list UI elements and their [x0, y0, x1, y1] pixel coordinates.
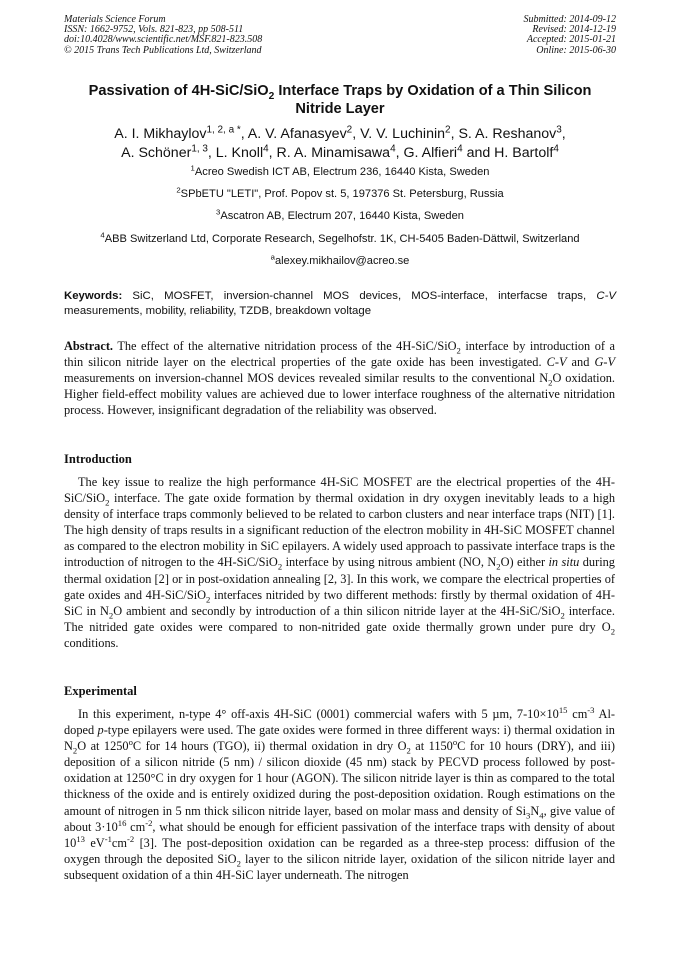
- affiliation-2: [54, 187, 626, 201]
- abstract: [64, 338, 615, 418]
- paragraph-text: interface by using nitrous ambient (NO, N: [282, 555, 497, 570]
- superscript: -1: [104, 833, 112, 844]
- superscript: -2: [127, 833, 135, 844]
- author-separator: ,: [561, 126, 566, 142]
- abstract-label: Abstract.: [64, 339, 114, 353]
- affiliation-mark: 2: [176, 185, 181, 195]
- affiliation-mark: 3: [216, 207, 221, 217]
- submitted-date: Submitted: 2014-09-12: [523, 14, 616, 25]
- copyright-line: © 2015 Trans Tech Publications Ltd, Switzerland: [64, 44, 262, 56]
- paragraph-text: interface. The gate oxide formation by thermal oxidation in dry oxygen inevitably leads to a high density of interface traps commonly believed to be related to carbon clusters and near interface traps (NIT) [1]. The high density of traps results in a significant reduction of the electron mobility in 4H-SiC MOSFET channel as compared to the electron mobility in SiC epilayers. A widely used approach to passivate interface traps is the introduction of nitrogen to the 4H-SiC/SiO: [64, 491, 615, 570]
- experimental-paragraph: [64, 706, 615, 883]
- italic-term: G-V: [594, 355, 616, 370]
- paragraph-text: O ambient and secondly by introduction of a thin silicon nitride layer at the 4H-SiC/SiO: [113, 603, 561, 618]
- journal-header: [64, 15, 262, 56]
- superscript: o: [452, 737, 458, 748]
- author-name: A. I. Mikhaylov: [114, 126, 207, 142]
- affiliation-text: ABB Switzerland Ltd, Corporate Research, Segelhofstr. 1K, CH-5405 Baden-Dättwil, Switzerland: [104, 233, 580, 245]
- introduction-paragraph: [64, 474, 615, 651]
- subscript: 2: [105, 497, 110, 508]
- paragraph-text: cm: [111, 835, 128, 850]
- affiliation-text: Ascatron AB, Electrum 207, 16440 Kista, Sweden: [220, 210, 464, 222]
- superscript: 15: [558, 704, 568, 715]
- paragraph-text: cm: [567, 707, 588, 721]
- paragraph-text: C for 10 hours (DRY), and iii) deposition of a silicon nitride (5 nm) / silicon dioxide (45 nm) stack by PECVD process followed by post-oxidation at 1250°C in dry oxygen for 1 hour (AGON). The silicon nitride layer is thin as compared to the total thickness of the oxide and is entirely oxidized during the post-deposition oxidation. Rough estimations on the amount of nitrogen in 5 nm thick silicon nitride layer, based on molar mass and density of Si: [64, 739, 616, 818]
- subscript: 2: [560, 610, 565, 621]
- author-affiliation-mark: 3: [556, 124, 562, 136]
- title-text-rest: Interface Traps by Oxidation of a Thin Silicon Nitride Layer: [274, 83, 592, 117]
- accepted-date: Accepted: 2015-01-21: [526, 34, 616, 46]
- paragraph-text: N: [530, 803, 540, 818]
- author-affiliation-mark: 4: [263, 143, 269, 155]
- paragraph-text: conditions.: [64, 635, 119, 650]
- affiliation-1: [54, 165, 626, 179]
- subscript: 2: [496, 561, 501, 572]
- affiliation-4: [54, 232, 626, 246]
- paragraph-text: at 1150: [410, 739, 453, 754]
- author-name: , G. Alfieri: [395, 145, 458, 161]
- subscript: 2: [548, 377, 553, 388]
- subscript: 2: [456, 345, 461, 356]
- paragraph-text: , what should be enough for efficient passivation of the interface traps with density of about 10: [64, 819, 615, 850]
- keywords-label: Keywords:: [64, 290, 123, 302]
- paragraph-text: interfaces nitrided by two different methods: firstly by thermal oxidation of 4H-SiC in N: [64, 587, 616, 618]
- author-name: A. Schöner: [121, 145, 192, 161]
- subscript: 3: [526, 810, 531, 821]
- italic-term: C-V: [546, 355, 567, 370]
- author-name: , R. A. Minamisawa: [268, 145, 391, 161]
- author-name: , S. A. Reshanov: [450, 126, 557, 142]
- author-name: , L. Knoll: [207, 145, 264, 161]
- italic-term: in situ: [548, 555, 580, 570]
- paragraph-text: layer to the silicon nitride layer, oxidation of the silicon nitride layer and subsequent oxidation of a thin 4H-SiC layer underneath. The nitrogen: [64, 851, 616, 882]
- journal-name: Materials Science Forum: [64, 14, 166, 25]
- affiliation-mark: 1: [190, 163, 195, 173]
- paper-title: [64, 82, 616, 118]
- keywords-text: SiC, MOSFET, inversion-channel MOS devices, MOS-interface, interfacse traps,: [122, 290, 597, 302]
- subscript: 2: [72, 745, 78, 756]
- author-affiliation-mark: 4: [390, 143, 396, 155]
- subscript: 2: [108, 610, 114, 621]
- keywords-text-rest: measurements, mobility, reliability, TZDB, breakdown voltage: [64, 304, 372, 317]
- subscript: 2: [277, 561, 283, 572]
- subscript: 2: [236, 858, 241, 869]
- author-name: , V. V. Luchinin: [352, 126, 446, 142]
- title-subscript: 2: [268, 90, 275, 102]
- author-name: , A. V. Afanasyev: [240, 126, 347, 142]
- subscript: 2: [610, 626, 615, 637]
- online-date: Online: 2015-06-30: [536, 44, 616, 56]
- subscript: 2: [406, 745, 411, 756]
- keywords: [64, 289, 616, 318]
- author-affiliation-mark: 1, 2, a *: [206, 124, 241, 136]
- abstract-text: and: [566, 355, 595, 370]
- experimental-heading: Experimental: [64, 684, 137, 698]
- affiliation-mark: 4: [100, 230, 105, 240]
- abstract-text: interface by introduction of a thin silicon nitride layer on the electrical properties of the gate oxide has been investigated.: [64, 339, 615, 370]
- superscript: -2: [145, 817, 153, 828]
- superscript: 16: [117, 817, 127, 828]
- revised-date: Revised: 2014-12-19: [532, 24, 616, 36]
- author-affiliation-mark: 2: [445, 124, 451, 136]
- paragraph-text: Al-doped: [64, 707, 616, 738]
- author-affiliation-mark: 4: [457, 143, 463, 155]
- doi-line[interactable]: doi:10.4028/www.scientific.net/MSF.821-823.508: [64, 34, 263, 46]
- dates-header: [524, 15, 617, 56]
- author-affiliation-mark: 1, 3: [191, 143, 208, 155]
- keywords-italic: C-V: [596, 290, 616, 302]
- introduction-heading: Introduction: [64, 452, 132, 466]
- author-list: [64, 125, 616, 163]
- paragraph-text: The key issue to realize the high performance 4H-SiC MOSFET are the electrical properties of the 4H-SiC/SiO: [64, 475, 615, 506]
- italic-term: p: [97, 723, 104, 738]
- paragraph-text: cm: [126, 819, 146, 834]
- paragraph-text: O at 1250: [77, 739, 129, 754]
- paragraph-text: [3]. The post-deposition oxidation can be regarded as a three-step process: diffusion of the oxygen through the deposited SiO: [64, 835, 615, 866]
- author-affiliation-mark: 4: [553, 143, 559, 155]
- paragraph-text: C for 14 hours (TGO), ii) thermal oxidation in dry O: [132, 739, 407, 754]
- author-name: and H. Bartolf: [462, 145, 554, 161]
- issn-line: ISSN: 1662-9752, Vols. 821-823, pp 508-511: [64, 24, 244, 36]
- superscript: 13: [76, 833, 85, 844]
- email-text[interactable]: alexey.mikhailov@acreo.se: [274, 255, 410, 267]
- affiliation-text: Acreo Swedish ICT AB, Electrum 236, 16440 Kista, Sweden: [194, 166, 490, 178]
- superscript: o: [128, 737, 133, 748]
- paragraph-text: during thermal oxidation [2] or in post-oxidation annealing [2, 3]. In this work, we compare the electrical properties of gate oxides and 4H-SiC/SiO: [64, 555, 615, 602]
- affiliation-3: [54, 209, 626, 223]
- abstract-text: The effect of the alternative nitridation process of the 4H-SiC/SiO: [113, 339, 457, 353]
- author-affiliation-mark: 2: [346, 124, 353, 136]
- contact-email: [54, 254, 626, 268]
- paragraph-text: In this experiment, n-type 4° off-axis 4H-SiC (0001) commercial wafers with 5 µm, 7-10×10: [78, 707, 559, 721]
- affiliation-text: SPbETU "LETI", Prof. Popov st. 5, 197376 St. Petersburg, Russia: [180, 188, 504, 200]
- abstract-text: O oxidation. Higher field-effect mobility values are achieved due to lower interface roughness of the alternative nitridation process. However, insignificant degradation of the reliability was observed.: [64, 371, 616, 418]
- superscript: -3: [587, 704, 595, 715]
- paragraph-text: , give value of about 3·10: [64, 803, 616, 834]
- affiliation-mark: a: [270, 252, 275, 262]
- subscript: 2: [206, 594, 211, 605]
- paragraph-text: eV: [84, 835, 105, 850]
- paragraph-text: -type epilayers were used. The gate oxides were formed in three different ways: i) thermal oxidation in N: [64, 723, 615, 754]
- title-text: Passivation of 4H-SiC/SiO: [88, 83, 269, 99]
- subscript: 4: [539, 810, 544, 821]
- paragraph-text: interface. The nitrided gate oxides were compared to non-nitrided gate oxide thermally grown under pure dry O: [64, 603, 615, 634]
- paragraph-text: O) either: [500, 555, 549, 570]
- abstract-text: measurements on inversion-channel MOS devices revealed similar results to the conventional N: [64, 371, 549, 386]
